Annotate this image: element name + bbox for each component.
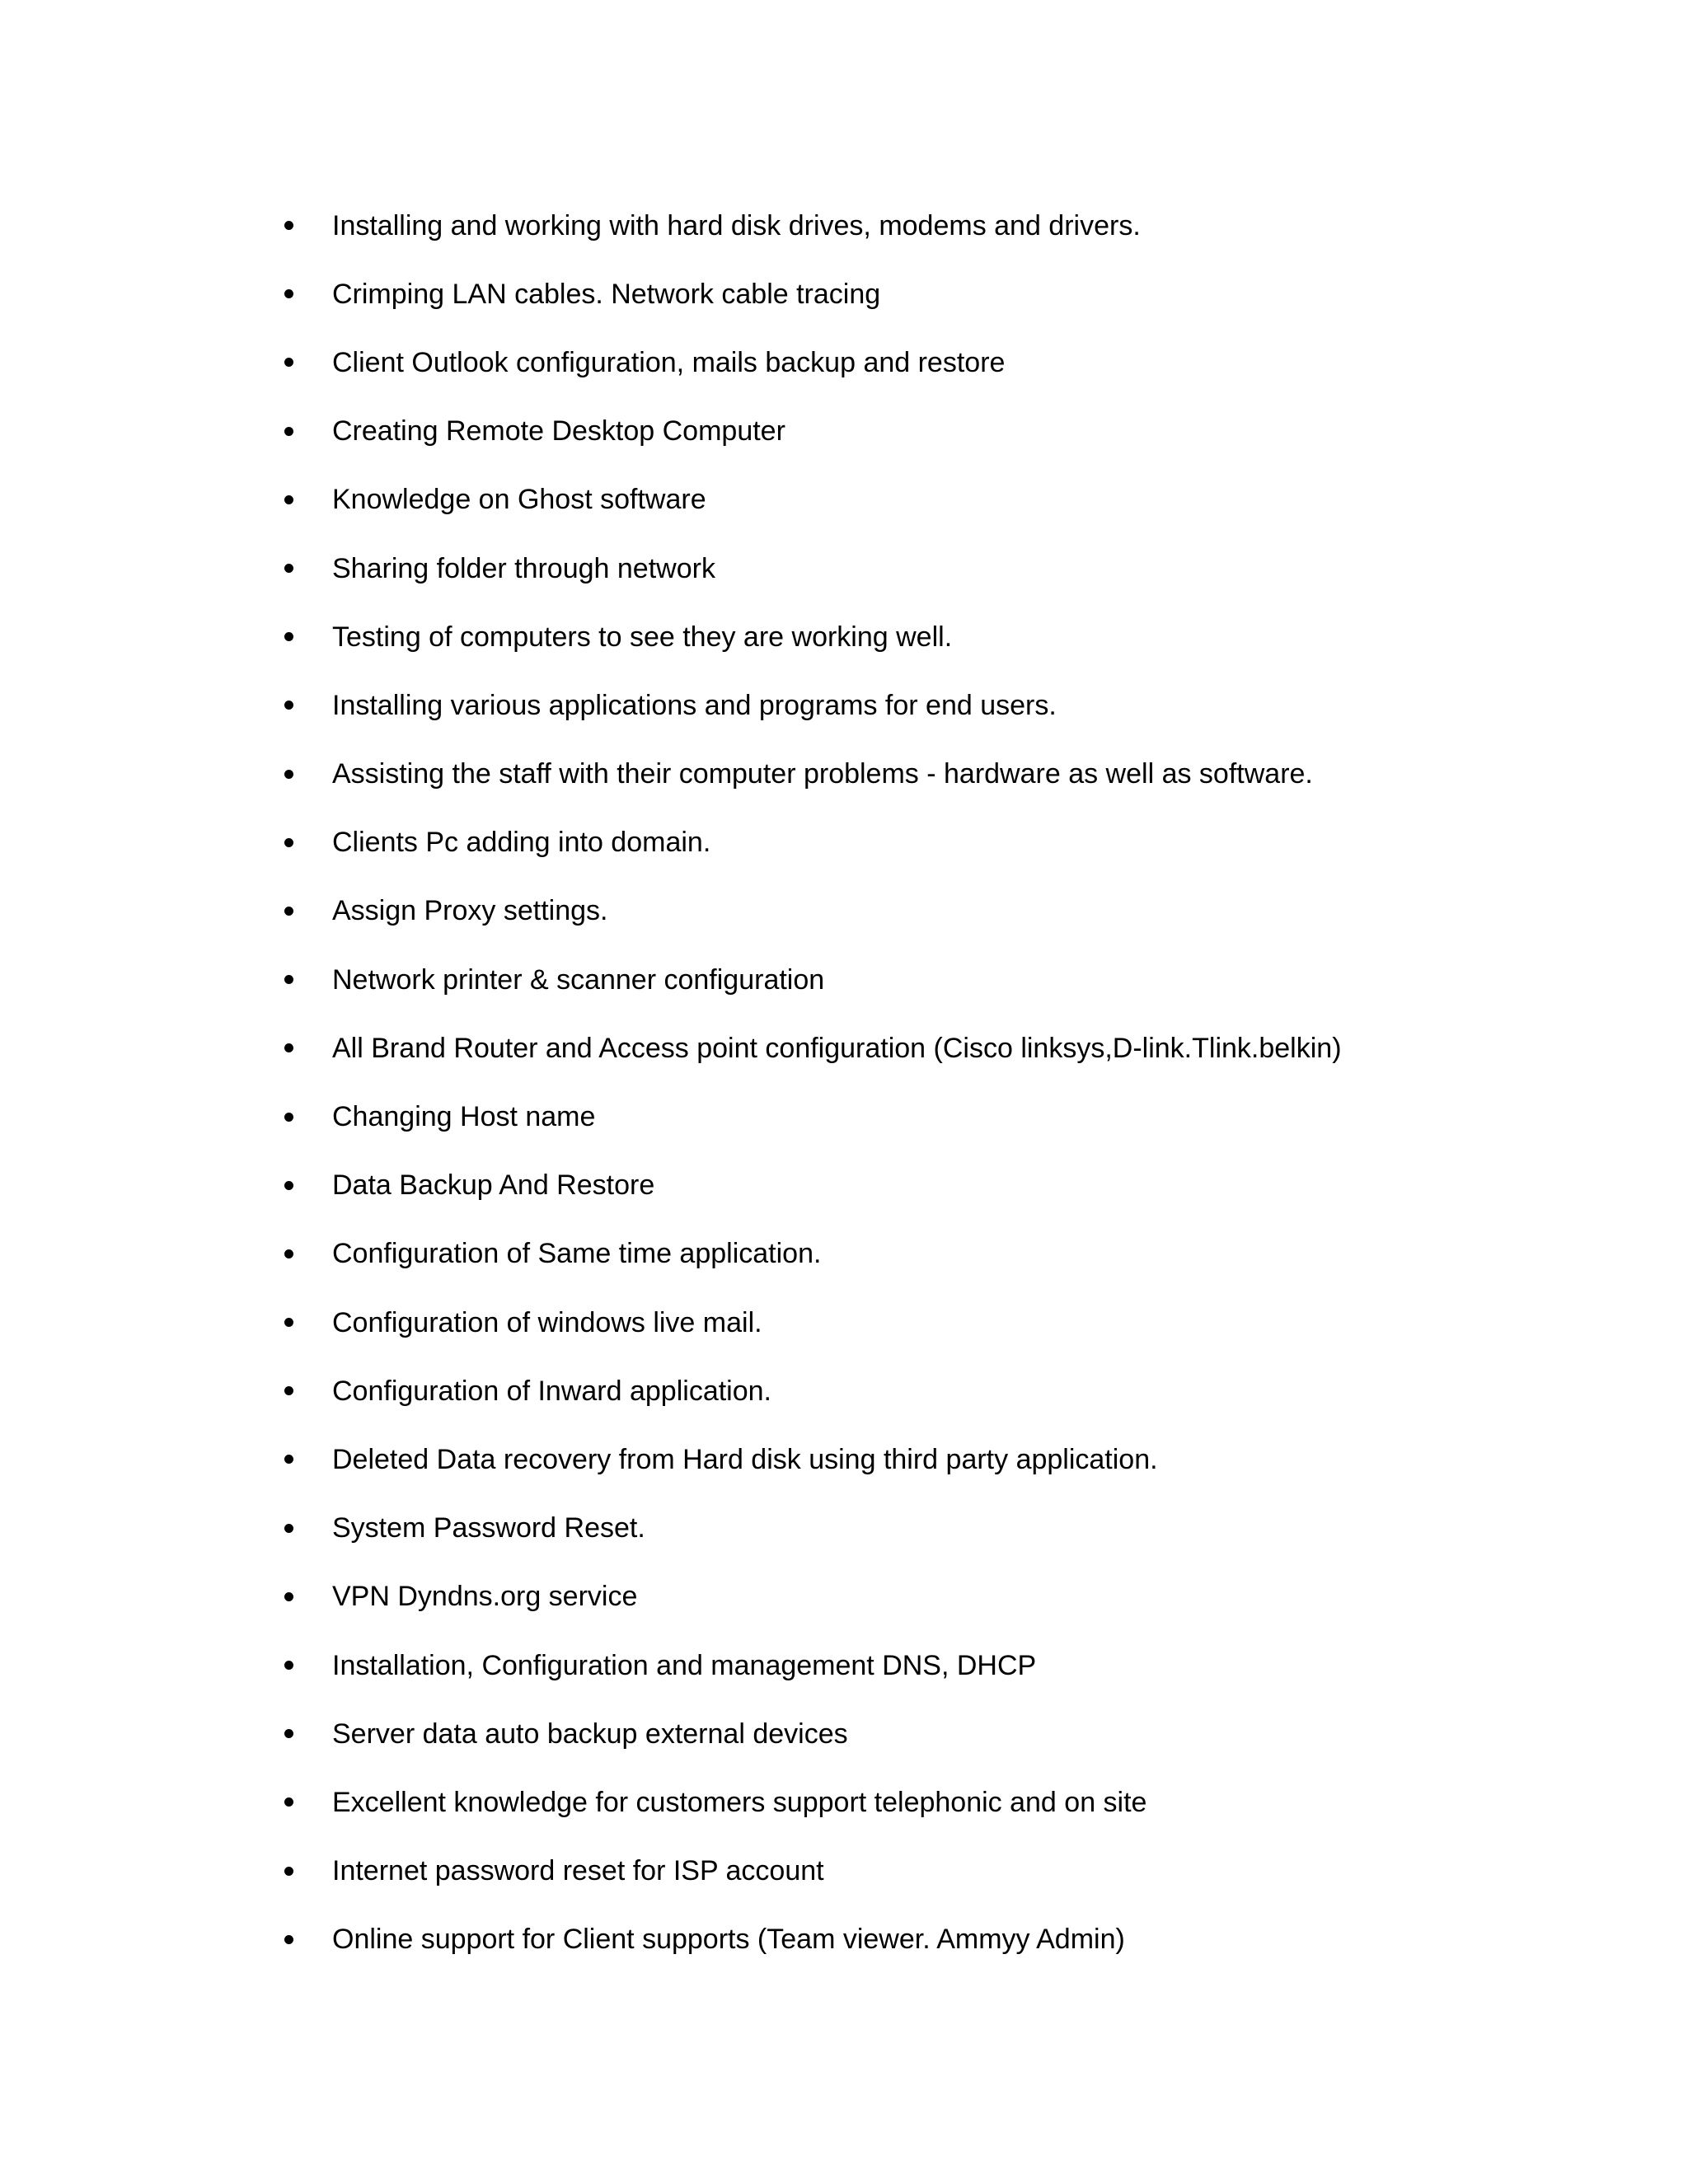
list-item-text: Assign Proxy settings. [332,895,608,927]
list-item-text: System Password Reset. [332,1512,645,1544]
list-item [282,1699,1342,1768]
list-item-text: Client Outlook configuration, mails backup and restore [332,346,1006,378]
list-item [282,808,1342,877]
list-item-text: Testing of computers to see they are working well. [332,621,953,653]
list-item [282,945,1342,1014]
bullet-icon [284,1524,293,1533]
bullet-icon [284,1249,293,1258]
list-item-text: Changing Host name [332,1101,596,1133]
bullet-icon [284,1386,293,1395]
list-item [282,1425,1342,1493]
skills-bullet-list [282,191,1342,1974]
bullet-icon [284,427,293,436]
bullet-icon [284,1867,293,1876]
list-item [282,191,1342,260]
bullet-icon [284,1455,293,1464]
list-item [282,466,1342,534]
list-item [282,1494,1342,1563]
bullet-icon [284,1729,293,1738]
list-item [282,1768,1342,1836]
bullet-icon [284,907,293,916]
list-item [282,260,1342,328]
list-item [282,1837,1342,1905]
bullet-icon [284,1043,293,1052]
list-item [282,877,1342,945]
bullet-icon [284,1592,293,1601]
list-item [282,1631,1342,1699]
list-item-text: Server data auto backup external devices [332,1718,848,1750]
list-item-text: All Brand Router and Access point configuration (Cisco linksys,D-link.Tlink.belkin) [332,1032,1342,1064]
list-item [282,1014,1342,1082]
list-item [282,1905,1342,1974]
list-item [282,534,1342,602]
bullet-icon [284,564,293,573]
list-item-text: Installing various applications and programs for end users. [332,689,1057,721]
bullet-icon [284,1797,293,1807]
list-item [282,1151,1342,1220]
bullet-icon [284,289,293,298]
bullet-icon [284,1318,293,1327]
list-item-text: Sharing folder through network [332,552,715,584]
list-item-text: VPN Dyndns.org service [332,1581,638,1613]
list-item-text: Internet password reset for ISP account [332,1855,824,1887]
list-item [282,1563,1342,1631]
bullet-icon [284,1113,293,1122]
bullet-icon [284,1661,293,1670]
list-item-text: Configuration of Same time application. [332,1238,822,1270]
list-item [282,740,1342,808]
list-item [282,1082,1342,1151]
list-item [282,328,1342,396]
list-item-text: Online support for Client supports (Team viewer. Ammyy Admin) [332,1924,1125,1956]
bullet-icon [284,1181,293,1190]
list-item [282,602,1342,671]
list-item-text: Network printer & scanner configuration [332,963,825,996]
bullet-icon [284,358,293,367]
list-item [282,1357,1342,1425]
list-item [282,397,1342,466]
bullet-icon [284,770,293,779]
list-item-text: Clients Pc adding into domain. [332,827,711,859]
list-item-text: Excellent knowledge for customers support telephonic and on site [332,1786,1147,1818]
bullet-icon [284,632,293,641]
list-item-text: Configuration of Inward application. [332,1375,771,1407]
list-item-text: Data Backup And Restore [332,1169,655,1202]
bullet-icon [284,701,293,710]
bullet-icon [284,1935,293,1944]
list-item-text: Assisting the staff with their computer problems - hardware as well as software. [332,758,1313,790]
list-item-text: Deleted Data recovery from Hard disk using third party application. [332,1443,1158,1475]
list-item-text: Crimping LAN cables. Network cable tracing [332,278,881,310]
list-item-text: Creating Remote Desktop Computer [332,415,785,448]
list-item-text: Installation, Configuration and management DNS, DHCP [332,1649,1037,1681]
list-item-text: Configuration of windows live mail. [332,1306,762,1338]
list-item [282,671,1342,739]
list-item [282,1288,1342,1357]
list-item-text: Knowledge on Ghost software [332,484,706,516]
bullet-icon [284,838,293,847]
bullet-icon [284,221,293,230]
bullet-icon [284,495,293,504]
list-item [282,1220,1342,1288]
list-item-text: Installing and working with hard disk drives, modems and drivers. [332,209,1141,241]
bullet-icon [284,975,293,984]
